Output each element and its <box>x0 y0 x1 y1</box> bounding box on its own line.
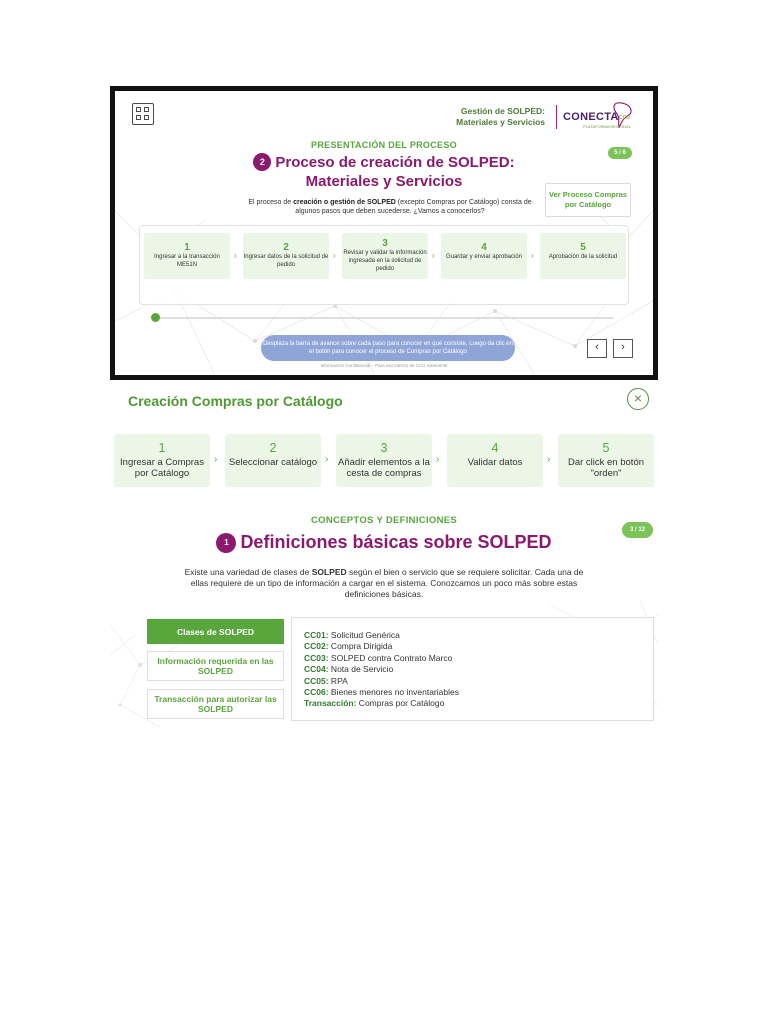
next-button[interactable] <box>613 339 633 358</box>
step-number: 1 <box>184 242 190 253</box>
step-number: 1 <box>158 441 166 455</box>
intro-part: Existe una variedad de clases de <box>184 567 312 577</box>
definition-code: CC02: <box>304 641 329 652</box>
definition-item <box>304 676 653 687</box>
slide-definiciones <box>110 505 658 727</box>
definition-item <box>304 630 653 641</box>
slide-content <box>115 91 653 375</box>
step-label: Seleccionar catálogo <box>228 457 318 468</box>
intro-text <box>245 198 535 216</box>
definition-code: CC05: <box>304 675 329 686</box>
definition-item <box>304 687 653 698</box>
step-number: 5 <box>580 242 586 253</box>
intro-part: El proceso de <box>248 199 294 206</box>
chevron-right-icon: › <box>432 251 435 260</box>
step-label: Dar click en botón "orden" <box>567 457 645 479</box>
step-card[interactable] <box>441 233 527 279</box>
step-label: Ingresar datos de la solicitud de pedido <box>243 254 329 268</box>
ver-proceso-catalogo-button[interactable] <box>545 183 631 217</box>
title-line1: Proceso de creación de SOLPED: <box>275 154 515 171</box>
button-label: Ver Proceso Compras por Catálogo <box>549 190 627 209</box>
progress-track[interactable] <box>155 317 613 319</box>
step-label: Validar datos <box>467 457 523 468</box>
grid-icon <box>144 115 149 120</box>
title-number-badge: 1 <box>216 533 236 553</box>
title-text: Definiciones básicas sobre SOLPED <box>240 532 552 552</box>
section-label: PRESENTACIÓN DEL PROCESO <box>311 140 457 150</box>
grid-icon <box>136 115 141 120</box>
tab-clases-solped[interactable] <box>147 619 284 644</box>
tab-label: Transacción para autorizar las SOLPED <box>154 694 277 714</box>
intro-text <box>180 567 588 600</box>
chevron-right-icon: › <box>621 341 625 353</box>
catalog-step-card[interactable] <box>336 434 432 487</box>
step-label: Revisar y validar la información ingresada en la solicitud de pedido <box>343 250 427 272</box>
definition-item <box>304 641 653 652</box>
close-button[interactable] <box>627 388 649 410</box>
logo-subtitle: PLATAFORMA REGIONAL <box>583 124 632 129</box>
title-line2: Materiales y Servicios <box>305 173 463 190</box>
catalog-step-card[interactable] <box>114 434 210 487</box>
step-card[interactable] <box>342 233 428 279</box>
intro-bold: SOLPED <box>311 567 347 577</box>
confidential-footer: Información Confidencial – Para uso interno de CCU solamente <box>320 363 448 368</box>
definition-text: Compra Dirigida <box>328 641 393 652</box>
definition-item <box>304 664 653 675</box>
step-number: 2 <box>269 441 277 455</box>
slide-proceso-solped <box>110 86 658 380</box>
chevron-right-icon: › <box>214 454 218 465</box>
intro-bold: creación o gestión de SOLPED <box>293 199 396 206</box>
definition-text: Bienes menores no inventariables <box>328 687 459 698</box>
step-number: 5 <box>602 441 610 455</box>
step-number: 4 <box>491 441 499 455</box>
brand-divider <box>556 105 557 129</box>
step-label: Añadir elementos a la cesta de compras <box>338 457 430 479</box>
definition-text: Compras por Catálogo <box>356 698 445 709</box>
tab-informacion-requerida[interactable] <box>147 651 284 681</box>
step-card[interactable] <box>144 233 230 279</box>
page-counter: 5 / 6 <box>608 147 632 159</box>
definition-text: Nota de Servicio <box>328 664 394 675</box>
intro-part: según el bien o servicio que se requiere solicitar. Cada una de ellas requiere de un tipo de información a cargar en el sistema. Conozcamos un poco más sobre estas definiciones básicas. <box>190 567 584 599</box>
progress-slider-handle[interactable] <box>151 313 160 322</box>
step-label: Aprobación de la solicitud <box>548 254 618 260</box>
section-label: CONCEPTOS Y DEFINICIONES <box>310 515 458 526</box>
menu-grid-button[interactable] <box>132 103 154 125</box>
conecta-logo <box>563 104 637 132</box>
logo-badge: CCU <box>619 115 630 121</box>
chevron-right-icon: › <box>234 251 237 260</box>
step-number: 3 <box>380 441 388 455</box>
course-title-line2: Materiales y Servicios <box>456 117 545 127</box>
tab-label: Información requerida en las SOLPED <box>157 656 274 676</box>
definition-text: RPA <box>328 675 348 686</box>
step-number: 2 <box>283 242 289 253</box>
definition-code: CC03: <box>304 652 329 663</box>
catalog-title: Creación Compras por Catálogo <box>128 393 343 409</box>
tab-transaccion-autorizar[interactable] <box>147 689 284 719</box>
grid-icon <box>144 107 149 112</box>
definition-code: Transacción: <box>304 698 357 709</box>
tab-label: Clases de SOLPED <box>176 626 254 637</box>
step-card[interactable] <box>243 233 329 279</box>
definition-text: SOLPED contra Contrato Marco <box>328 652 453 663</box>
step-number: 3 <box>382 238 388 249</box>
chevron-right-icon: › <box>547 454 551 465</box>
definition-code: CC06: <box>304 687 329 698</box>
intro-part: (excepto Compras por Catálogo) consta de algunos pasos que deben sucederse. ¿Vamos a conocerlos? <box>295 199 532 215</box>
chevron-right-icon: › <box>531 251 534 260</box>
chevron-right-icon: › <box>333 251 336 260</box>
chevron-left-icon: ‹ <box>595 341 599 353</box>
course-title-line1: Gestión de SOLPED: <box>460 106 545 116</box>
chevron-right-icon: › <box>325 454 329 465</box>
step-label: Ingresar a la transacción ME51N <box>154 254 220 268</box>
catalog-step-card[interactable] <box>558 434 654 487</box>
page-title <box>110 530 658 554</box>
grid-icon <box>136 107 141 112</box>
steps-panel <box>139 225 629 305</box>
chevron-right-icon: › <box>436 454 440 465</box>
step-number: 4 <box>481 242 487 253</box>
definition-code: CC01: <box>304 630 329 640</box>
definition-item <box>304 698 653 709</box>
course-title <box>456 106 545 128</box>
instruction-tooltip: Desplaza la barra de avance sobre cada paso para conocer en qué consiste. Luego da clic en el botón para conocer el proceso de Compras por Catálogo <box>261 335 515 361</box>
prev-button[interactable] <box>587 339 607 358</box>
title-number-badge: 2 <box>253 153 271 171</box>
definition-item <box>304 653 653 664</box>
catalog-step-card[interactable] <box>447 434 543 487</box>
step-label: Guardar y enviar aprobación <box>445 254 523 260</box>
logo-text: CONECTA <box>563 111 619 123</box>
step-card[interactable] <box>540 233 626 279</box>
definition-text: Solicitud Genérica <box>328 630 400 640</box>
catalog-step-card[interactable] <box>225 434 321 487</box>
page-counter: 3 / 12 <box>622 522 653 538</box>
definitions-panel <box>291 617 654 721</box>
close-icon: × <box>633 390 643 406</box>
step-label: Ingresar a Compras por Catálogo <box>120 457 204 479</box>
definition-code: CC04: <box>304 664 329 675</box>
